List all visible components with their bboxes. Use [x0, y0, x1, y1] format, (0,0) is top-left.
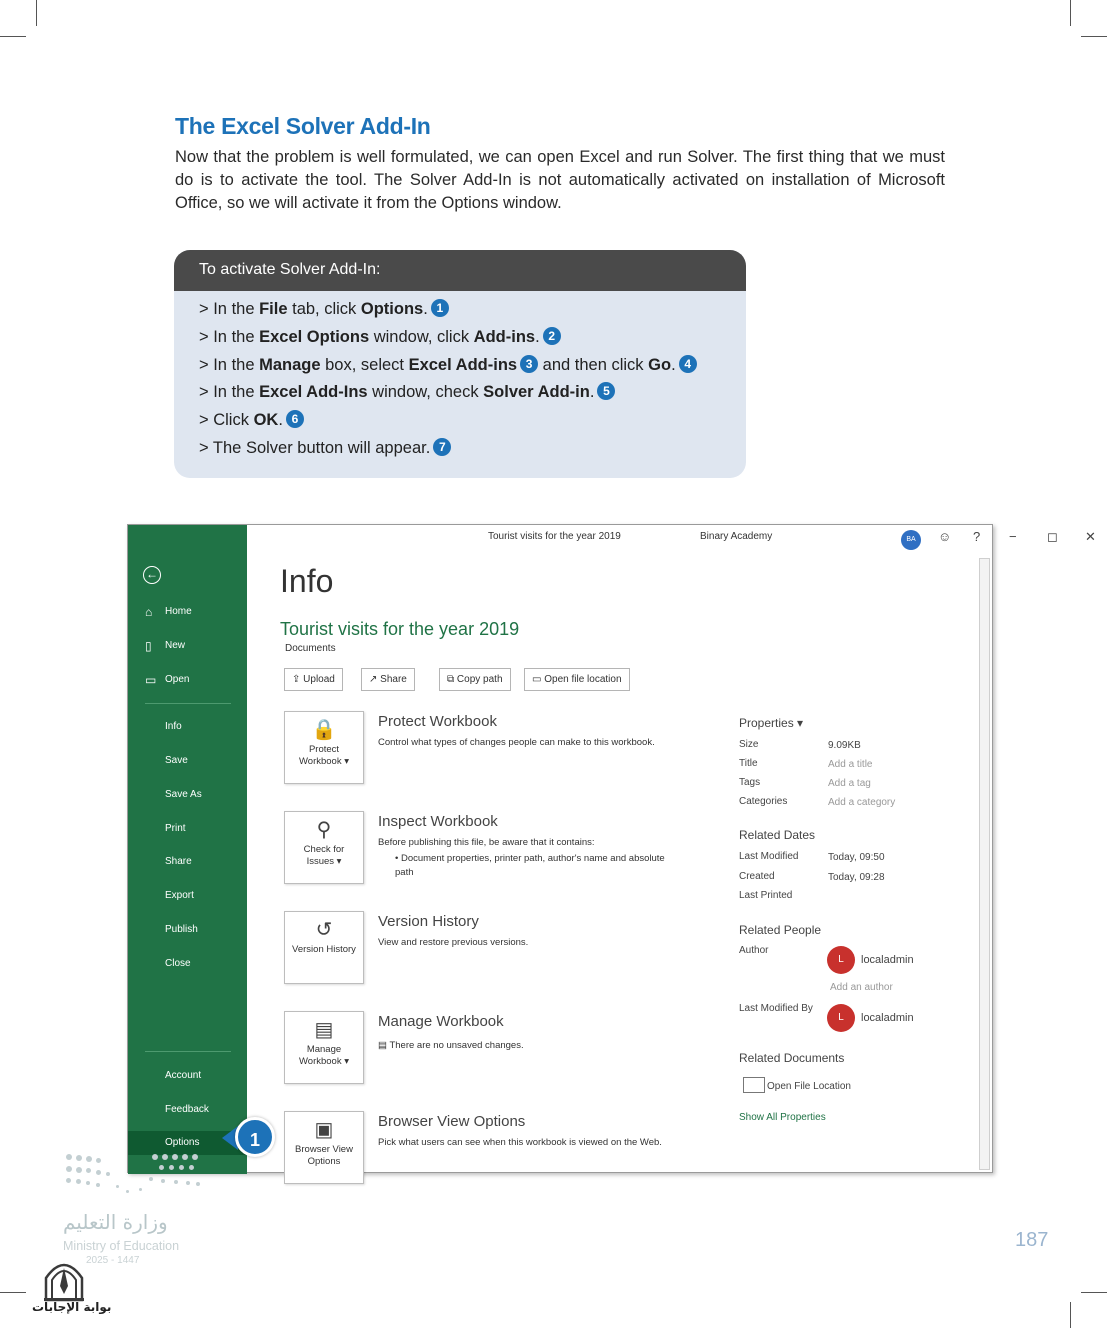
sidebar-item-open[interactable]: ▭ Open [128, 668, 247, 692]
document-icon: ▤ [378, 1040, 387, 1051]
step-number-badge: 2 [543, 327, 561, 345]
step-item: > Click OK. 6 [199, 407, 746, 435]
step-number-badge: 4 [679, 355, 697, 373]
excel-window [127, 524, 1096, 1173]
crop-mark [1081, 36, 1107, 37]
section-title: Inspect Workbook [378, 813, 498, 830]
section-title: Manage Workbook [378, 1013, 504, 1030]
history-icon: ↺ [315, 919, 333, 941]
sidebar-item-account[interactable]: Account [165, 1070, 202, 1081]
sidebar-item-home[interactable]: ⌂ Home [128, 600, 247, 624]
related-documents-heading: Related Documents [739, 1051, 845, 1065]
sidebar-item-export[interactable]: Export [165, 890, 194, 901]
crop-mark [1070, 1302, 1071, 1328]
sidebar-item-save[interactable]: Save [165, 755, 188, 766]
property-label: Categories [739, 796, 788, 807]
show-all-properties-link[interactable]: Show All Properties [739, 1112, 826, 1123]
restore-icon[interactable]: ◻ [1047, 529, 1058, 544]
open-file-location-link[interactable]: Open File Location [743, 1077, 851, 1093]
home-icon: ⌂ [145, 605, 153, 619]
sidebar-item-publish[interactable]: Publish [165, 924, 198, 935]
property-label: Title [739, 758, 758, 769]
section-bullet: • Document properties, printer path, author's name and absolute path [395, 853, 665, 878]
author-avatar: L [827, 946, 855, 974]
folder-icon: ▭ [532, 674, 542, 685]
property-label: Tags [739, 777, 761, 788]
gate-logo-icon [42, 1256, 86, 1302]
property-label: Author [739, 945, 769, 956]
share-button[interactable]: ↗ Share [361, 668, 415, 691]
related-dates-heading: Related Dates [739, 828, 816, 842]
related-people-heading: Related People [739, 923, 822, 937]
ministry-year: 2025 - 1447 [86, 1255, 140, 1266]
crop-mark [0, 1292, 26, 1293]
backstage-content [247, 525, 1096, 1174]
window-title: Tourist visits for the year 2019 [488, 531, 621, 542]
steps-box [174, 250, 746, 478]
categories-field[interactable]: Add a category [828, 797, 896, 808]
section-title: Browser View Options [378, 1113, 526, 1130]
lock-icon: 🔒 [311, 719, 337, 741]
tags-field[interactable]: Add a tag [828, 778, 871, 789]
new-document-icon: ▯ [145, 639, 152, 653]
step-item: > In the Excel Add-Ins window, check Solver Add-in. 5 [199, 379, 746, 407]
step-item: > In the Excel Options window, click Add-ins. 2 [199, 324, 746, 352]
upload-button[interactable]: ⇪ Upload [284, 668, 343, 691]
ministry-name-arabic: وزارة التعليم [63, 1210, 168, 1234]
feedback-icon[interactable]: ☺ [938, 529, 952, 544]
close-icon[interactable]: ✕ [1085, 529, 1096, 544]
property-label: Size [739, 739, 759, 750]
step-item: > In the Manage box, select Excel Add-ins 3 and then click Go. 4 [199, 352, 746, 380]
copy-icon: ⧉ [447, 674, 455, 685]
intro-paragraph: Now that the problem is well formulated, we can open Excel and run Solver. The first thing that we must do is to activate the tool. The Solver Add-In is not automatically activated on installation of Microsoft Office, so we will activate it from the Options window. [175, 148, 945, 212]
section-title: Protect Workbook [378, 713, 497, 730]
sidebar-divider [145, 1051, 231, 1052]
folder-icon [743, 1077, 765, 1093]
add-author-field[interactable]: Add an author [830, 982, 893, 993]
steps-box-title: To activate Solver Add-In: [174, 250, 746, 291]
step-item: > In the File tab, click Options. 1 [199, 296, 746, 324]
step-number-badge: 3 [520, 355, 538, 373]
property-label: Last Modified By [739, 1003, 813, 1014]
page-number: 187 [1015, 1229, 1049, 1251]
property-label: Last Modified [739, 851, 799, 862]
crop-mark [0, 36, 26, 37]
manage-workbook-icon: ▤ [314, 1019, 334, 1041]
section-description: Control what types of changes people can make to this workbook. [378, 737, 655, 748]
check-for-issues-button[interactable]: ⚲ Check for Issues ▾ [284, 811, 364, 884]
vertical-scrollbar[interactable] [979, 558, 990, 1170]
browser-view-options-button[interactable]: ▣ Browser View Options [284, 1111, 364, 1184]
manage-workbook-button[interactable]: ▤ Manage Workbook ▾ [284, 1011, 364, 1084]
callout-badge: 1 [235, 1117, 275, 1157]
upload-icon: ⇪ [292, 674, 301, 685]
sidebar-item-save-as[interactable]: Save As [165, 789, 202, 800]
copy-path-button[interactable]: ⧉ Copy path [439, 668, 511, 691]
sidebar-item-print[interactable]: Print [165, 823, 186, 834]
gate-site-name: بوابة الإجابات [32, 1300, 112, 1314]
inspect-icon: ⚲ [316, 819, 332, 841]
browser-view-icon: ▣ [314, 1119, 334, 1141]
protect-workbook-button[interactable]: 🔒 Protect Workbook ▾ [284, 711, 364, 784]
share-icon: ↗ [369, 674, 378, 685]
sidebar-item-feedback[interactable]: Feedback [165, 1104, 209, 1115]
section-description: ▤ There are no unsaved changes. [378, 1040, 524, 1051]
backstage-sidebar [128, 525, 247, 1174]
property-value: Today, 09:50 [828, 852, 885, 863]
sidebar-item-new[interactable]: ▯ New [128, 634, 247, 658]
last-modified-by-name[interactable]: localadmin [861, 1012, 914, 1024]
section-description: View and restore previous versions. [378, 937, 529, 948]
crop-mark [1081, 1292, 1107, 1293]
property-label: Last Printed [739, 890, 793, 901]
step-number-badge: 7 [433, 438, 451, 456]
properties-dropdown[interactable]: Properties ▾ [739, 716, 804, 730]
step-item: > The Solver button will appear. 7 [199, 435, 746, 463]
account-name[interactable]: Binary Academy [700, 531, 773, 542]
property-value: 9.09KB [828, 740, 861, 751]
open-file-location-button[interactable]: ▭ Open file location [524, 668, 630, 691]
sidebar-item-options[interactable]: Options [128, 1131, 247, 1155]
page-title: Info [280, 563, 334, 599]
version-history-button[interactable]: ↺ Version History [284, 911, 364, 984]
section-description: Pick what users can see when this workbook is viewed on the Web. [378, 1137, 662, 1148]
back-arrow-icon[interactable]: ← [143, 566, 161, 584]
step-number-badge: 6 [286, 410, 304, 428]
sidebar-item-info[interactable]: Info [165, 721, 182, 732]
ministry-logo-dots [64, 1152, 204, 1198]
property-value: Today, 09:28 [828, 872, 885, 883]
section-title: Version History [378, 913, 479, 930]
property-label: Created [739, 871, 775, 882]
user-avatar[interactable]: BA [901, 530, 921, 550]
title-field[interactable]: Add a title [828, 759, 873, 770]
step-number-badge: 1 [431, 299, 449, 317]
steps-list [174, 291, 746, 463]
minimize-icon[interactable]: − [1009, 529, 1017, 544]
author-name[interactable]: localadmin [861, 954, 914, 966]
sidebar-divider [145, 703, 231, 704]
section-description: Before publishing this file, be aware that it contains: [378, 837, 595, 848]
crop-mark [1070, 0, 1071, 26]
folder-icon: ▭ [145, 673, 157, 687]
sidebar-item-share[interactable]: Share [165, 856, 192, 867]
section-heading: The Excel Solver Add-In [175, 113, 431, 139]
help-icon[interactable]: ? [973, 529, 981, 544]
sidebar-item-close[interactable]: Close [165, 958, 191, 969]
ministry-name-english: Ministry of Education [63, 1239, 180, 1253]
step-number-badge: 5 [597, 382, 615, 400]
crop-mark [36, 0, 37, 26]
document-location: Documents [285, 643, 336, 654]
modifier-avatar: L [827, 1004, 855, 1032]
document-title: Tourist visits for the year 2019 [280, 619, 520, 639]
